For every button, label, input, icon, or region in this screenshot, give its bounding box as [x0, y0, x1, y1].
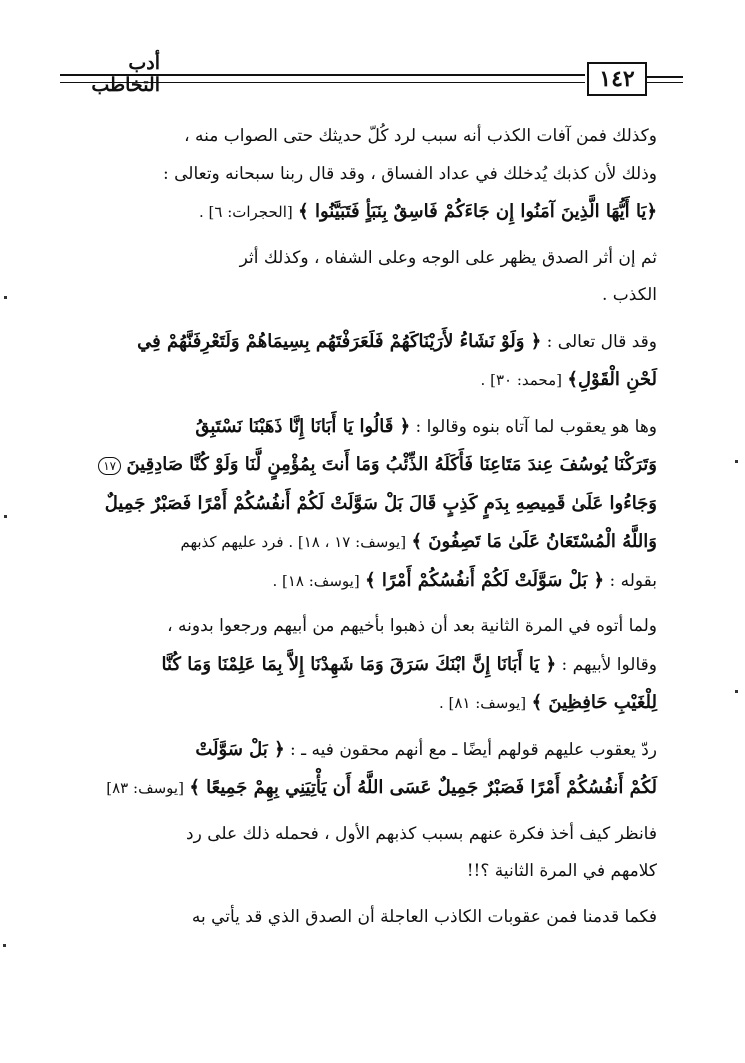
header-rule-thin [60, 82, 585, 83]
scan-speck [4, 515, 7, 518]
paragraph [62, 323, 657, 400]
text-line [98, 455, 657, 475]
verse-reference: [يوسف: ١٨] . [272, 571, 360, 590]
quran-verse: ﴿ بَلْ سَوَّلَتْ [195, 738, 285, 760]
text-line [106, 778, 657, 798]
text-line [467, 861, 657, 881]
body-text: وها هو يعقوب لما آتاه بنوه وقالوا : [410, 416, 657, 437]
paragraph [62, 899, 657, 937]
body-text: فانظر كيف أخذ فكرة عنهم بسبب كذبهم الأول ، فحمله ذلك على رد [186, 823, 657, 844]
scan-speck [4, 296, 7, 299]
text-line [272, 571, 657, 591]
quran-verse: ﴿ يَا أَبَانَا إِنَّ ابْنَكَ سَرَقَ وَمَا شَهِدْنَا إِلاَّ بِمَا عَلِمْنَا وَمَا كُنَّا [161, 653, 557, 675]
body-text: فكما قدمنا فمن عقوبات الكاذب العاجلة أن الصدق الذي قد يأتي به [191, 906, 657, 927]
page-number: ١٤٢ [587, 62, 647, 96]
page-body [62, 118, 657, 936]
text-line [602, 285, 657, 305]
paragraph [62, 118, 657, 232]
paragraph [62, 240, 657, 315]
scan-speck [735, 690, 738, 693]
verse-reference: [الحجرات: ٦] . [198, 203, 293, 221]
text-line [439, 693, 657, 713]
verse-reference: [يوسف: ٨٣] [106, 779, 184, 797]
text-line [199, 202, 657, 222]
verse-reference: [يوسف: ٨١] . [438, 694, 527, 712]
paragraph [62, 816, 657, 891]
quran-verse: وَتَرَكْنَا يُوسُفَ عِندَ مَتَاعِنَا فَأَكَلَهُ الذِّئْبُ وَمَا أَنتَ بِمُؤْمِنٍ لَّنَا وَلَوْ كُنَّا صَادِقِينَ [126, 454, 657, 475]
paragraph [62, 408, 657, 601]
header-rule [60, 74, 585, 76]
text-line [161, 655, 657, 675]
quran-verse: لَكُمْ أَنفُسُكُمْ أَمْرًا فَصَبْرٌ جَمِيلٌ عَسَى اللَّهُ أَن يَأْتِيَنِي بِهِمْ جَمِيعًا ﴾ [189, 777, 657, 798]
body-text: الكذب . [601, 285, 657, 305]
body-text: بقوله : [604, 570, 657, 591]
body-text: وكذلك فمن آفات الكذب أنه سبب لرد كُلّ حديثك حتى الصواب منه ، [184, 126, 657, 146]
paragraph [62, 731, 657, 808]
text-line [186, 824, 657, 844]
verse-reference: [يوسف: ١٧ ، ١٨] . فرد عليهم كذبهم [180, 533, 407, 551]
quran-verse: ﴿ وَلَوْ نَشَاءُ لأَرَيْنَاكَهُمْ فَلَعَرَفْتَهُم بِسِيمَاهُمْ وَلَتَعْرِفَنَّهُمْ فِي [137, 330, 542, 352]
verse-reference: [محمد: ٣٠] . [480, 371, 562, 389]
scan-speck [3, 944, 6, 947]
quran-verse: وَاللَّهُ الْمُسْتَعَانُ عَلَىٰ مَا تَصِفُونَ ﴾ [411, 531, 657, 552]
body-text: وقد قال تعالى : [541, 331, 657, 352]
text-line [163, 164, 657, 184]
body-text: ولما أتوه في المرة الثانية بعد أن ذهبوا بأخيهم من أبيهم ورجعوا بدونه ، [167, 616, 657, 636]
body-text: ثم إن أثر الصدق يظهر على الوجه وعلى الشفاه ، وكذلك أثر [239, 247, 657, 268]
text-line [192, 907, 657, 927]
quran-verse: ﴿ قَالُوا يَا أَبَانَا إِنَّا ذَهَبْنَا نَسْتَبِقُ [195, 415, 411, 437]
quran-verse: وَجَاءُوا عَلَىٰ قَمِيصِهِ بِدَمٍ كَذِبٍ قَالَ بَلْ سَوَّلَتْ لَكُمْ أَنفُسُكُمْ أَمْرًا فَصَبْرٌ جَمِيلٌ [104, 492, 657, 514]
text-line [240, 248, 657, 268]
paragraph [62, 608, 657, 723]
quran-verse: لِلْغَيْبِ حَافِظِينَ ﴾ [531, 692, 657, 713]
quran-verse: لَحْنِ الْقَوْلِ﴾ [567, 369, 657, 390]
text-line [137, 332, 657, 352]
body-text: وقالوا لأبيهم : [556, 654, 657, 675]
text-line [481, 370, 657, 390]
body-text: وذلك لأن كذبك يُدخلك في عداد الفساق ، وقد قال ربنا سبحانه وتعالى : [162, 163, 657, 184]
running-title: أدب التخاطب [91, 52, 160, 96]
text-line [195, 740, 657, 760]
ayah-number: ١٧ [98, 457, 121, 475]
quran-verse: ﴿ بَلْ سَوَّلَتْ لَكُمْ أَنفُسُكُمْ أَمْرًا ﴾ [365, 569, 605, 591]
quran-verse: ﴿يَا أَيُّهَا الَّذِينَ آمَنُوا إِن جَاءَكُمْ فَاسِقٌ بِنَبَأٍ فَتَبَيَّنُوا ﴾ [298, 201, 657, 222]
text-line [195, 417, 657, 437]
text-line [184, 126, 657, 146]
body-text: ردّ يعقوب عليهم قولهم أيضًا ـ مع أنهم محقون فيه ـ : [284, 739, 657, 760]
scan-speck [735, 460, 738, 463]
text-line [180, 532, 657, 552]
text-line [167, 616, 657, 636]
body-text: كلامهم في المرة الثانية ؟!! [466, 861, 657, 881]
text-line [105, 494, 657, 514]
